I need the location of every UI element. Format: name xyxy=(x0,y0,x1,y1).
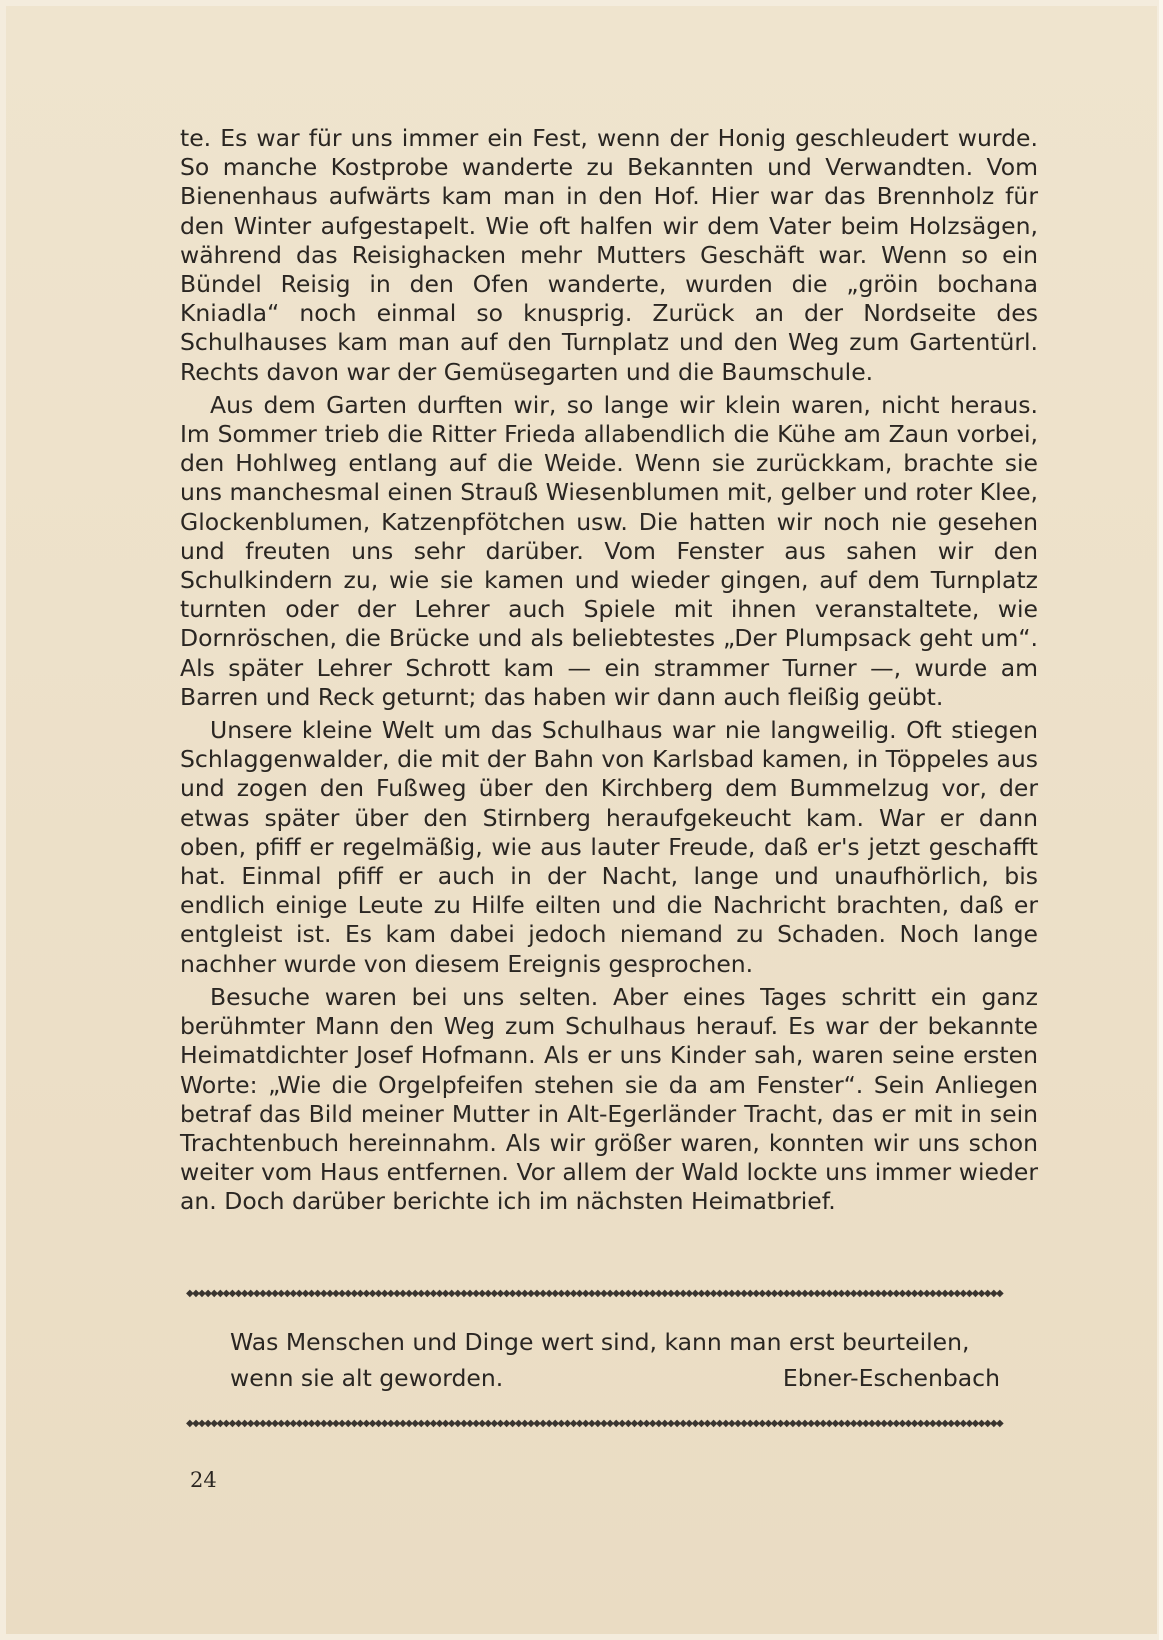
quote-line-1: Was Menschen und Dinge wert sind, kann man erst beurteilen, xyxy=(230,1328,970,1356)
paragraph-1: te. Es war für uns immer ein Fest, wenn der Honig geschleudert wurde. So manche Kostprobe wanderte zu Bekannten und Verwandten. Vom Bienenhaus aufwärts kam man in den Hof. Hier war das Brennholz für den Winter aufgestapelt. Wie oft halfen wir dem Vater beim Holzsägen, während das Reisighacken mehr Mutters Geschäft war. Wenn so ein Bündel Reisig in den Ofen wanderte, wurden die „gröin bochana Kniadla“ noch einmal so knusprig. Zurück an der Nordseite des Schulhauses kam man auf den Turnplatz und den Weg zum Gartentürl. Rechts davon war der Gemüsegarten und die Baumschule. xyxy=(180,124,1038,386)
quote-author: Ebner-Eschenbach xyxy=(782,1364,1000,1392)
page-edge xyxy=(1159,0,1163,1640)
body-text xyxy=(180,124,1038,1221)
ornament-divider-bottom: ◆◆◆◆◆◆◆◆◆◆◆◆◆◆◆◆◆◆◆◆◆◆◆◆◆◆◆◆◆◆◆◆◆◆◆◆◆◆◆◆◆◆◆◆◆◆◆◆◆◆◆◆◆◆◆◆◆◆◆◆◆◆◆◆◆◆◆◆◆◆◆◆◆◆◆◆◆◆◆◆◆◆◆◆◆◆◆◆◆◆◆◆◆◆◆◆◆◆◆◆◆◆◆◆◆◆◆◆◆◆◆◆◆◆◆◆◆◆◆◆◆◆◆◆◆◆◆◆◆◆◆◆◆◆ xyxy=(186,1418,1003,1429)
paragraph-4: Besuche waren bei uns selten. Aber eines Tages schritt ein ganz berühmter Mann den Weg zum Schulhaus herauf. Es war der bekannte Heimatdichter Josef Hofmann. Als er uns Kinder sah, waren seine ersten Worte: „Wie die Orgelpfeifen stehen sie da am Fenster“. Sein Anliegen betraf das Bild meiner Mutter in Alt-Egerländer Tracht, das er mit in sein Trachtenbuch hereinnahm. Als wir größer waren, konnten wir uns schon weiter vom Haus entfernen. Vor allem der Wald lockte uns immer wieder an. Doch darüber berichte ich im nächsten Heimatbrief. xyxy=(180,982,1038,1216)
ornament-divider-top: ◆◆◆◆◆◆◆◆◆◆◆◆◆◆◆◆◆◆◆◆◆◆◆◆◆◆◆◆◆◆◆◆◆◆◆◆◆◆◆◆◆◆◆◆◆◆◆◆◆◆◆◆◆◆◆◆◆◆◆◆◆◆◆◆◆◆◆◆◆◆◆◆◆◆◆◆◆◆◆◆◆◆◆◆◆◆◆◆◆◆◆◆◆◆◆◆◆◆◆◆◆◆◆◆◆◆◆◆◆◆◆◆◆◆◆◆◆◆◆◆◆◆◆◆◆◆◆◆◆◆◆◆◆◆ xyxy=(186,1288,1003,1299)
quote-line-2: wenn sie alt geworden. xyxy=(230,1364,504,1392)
paragraph-2: Aus dem Garten durften wir, so lange wir klein waren, nicht heraus. Im Sommer trieb die Ritter Frieda allabendlich die Kühe am Zaun vorbei, den Hohlweg entlang auf die Weide. Wenn sie zurückkam, brachte sie uns manchesmal einen Strauß Wiesenblumen mit, gelber und roter Klee, Glockenblumen, Katzenpfötchen usw. Die hatten wir noch nie gesehen und freuten uns sehr darüber. Vom Fenster aus sahen wir den Schulkindern zu, wie sie kamen und wieder gingen, auf dem Turnplatz turnten oder der Lehrer auch Spiele mit ihnen veranstaltete, wie Dornröschen, die Brücke und als beliebtestes „Der Plumpsack geht um“. Als später Lehrer Schrott kam — ein strammer Turner —, wurde am Barren und Reck geturnt; das haben wir dann auch fleißig geübt. xyxy=(180,390,1038,711)
page-number: 24 xyxy=(190,1468,217,1492)
paragraph-3: Unsere kleine Welt um das Schulhaus war nie langweilig. Oft stiegen Schlaggenwalder, die mit der Bahn von Karlsbad kamen, in Töppeles aus und zogen den Fußweg über den Kirchberg dem Bummelzug vor, der etwas später über den Stirnberg heraufgekeucht kam. War er dann oben, pfiff er regelmäßig, wie aus lauter Freude, daß er's jetzt geschafft hat. Einmal pfiff er auch in der Nacht, lange und unaufhörlich, bis endlich einige Leute zu Hilfe eilten und die Nachricht brachten, daß er entgleist ist. Es kam dabei jedoch niemand zu Schaden. Noch lange nachher wurde von diesem Ereignis gesprochen. xyxy=(180,716,1038,978)
quote-block xyxy=(230,1324,1000,1396)
